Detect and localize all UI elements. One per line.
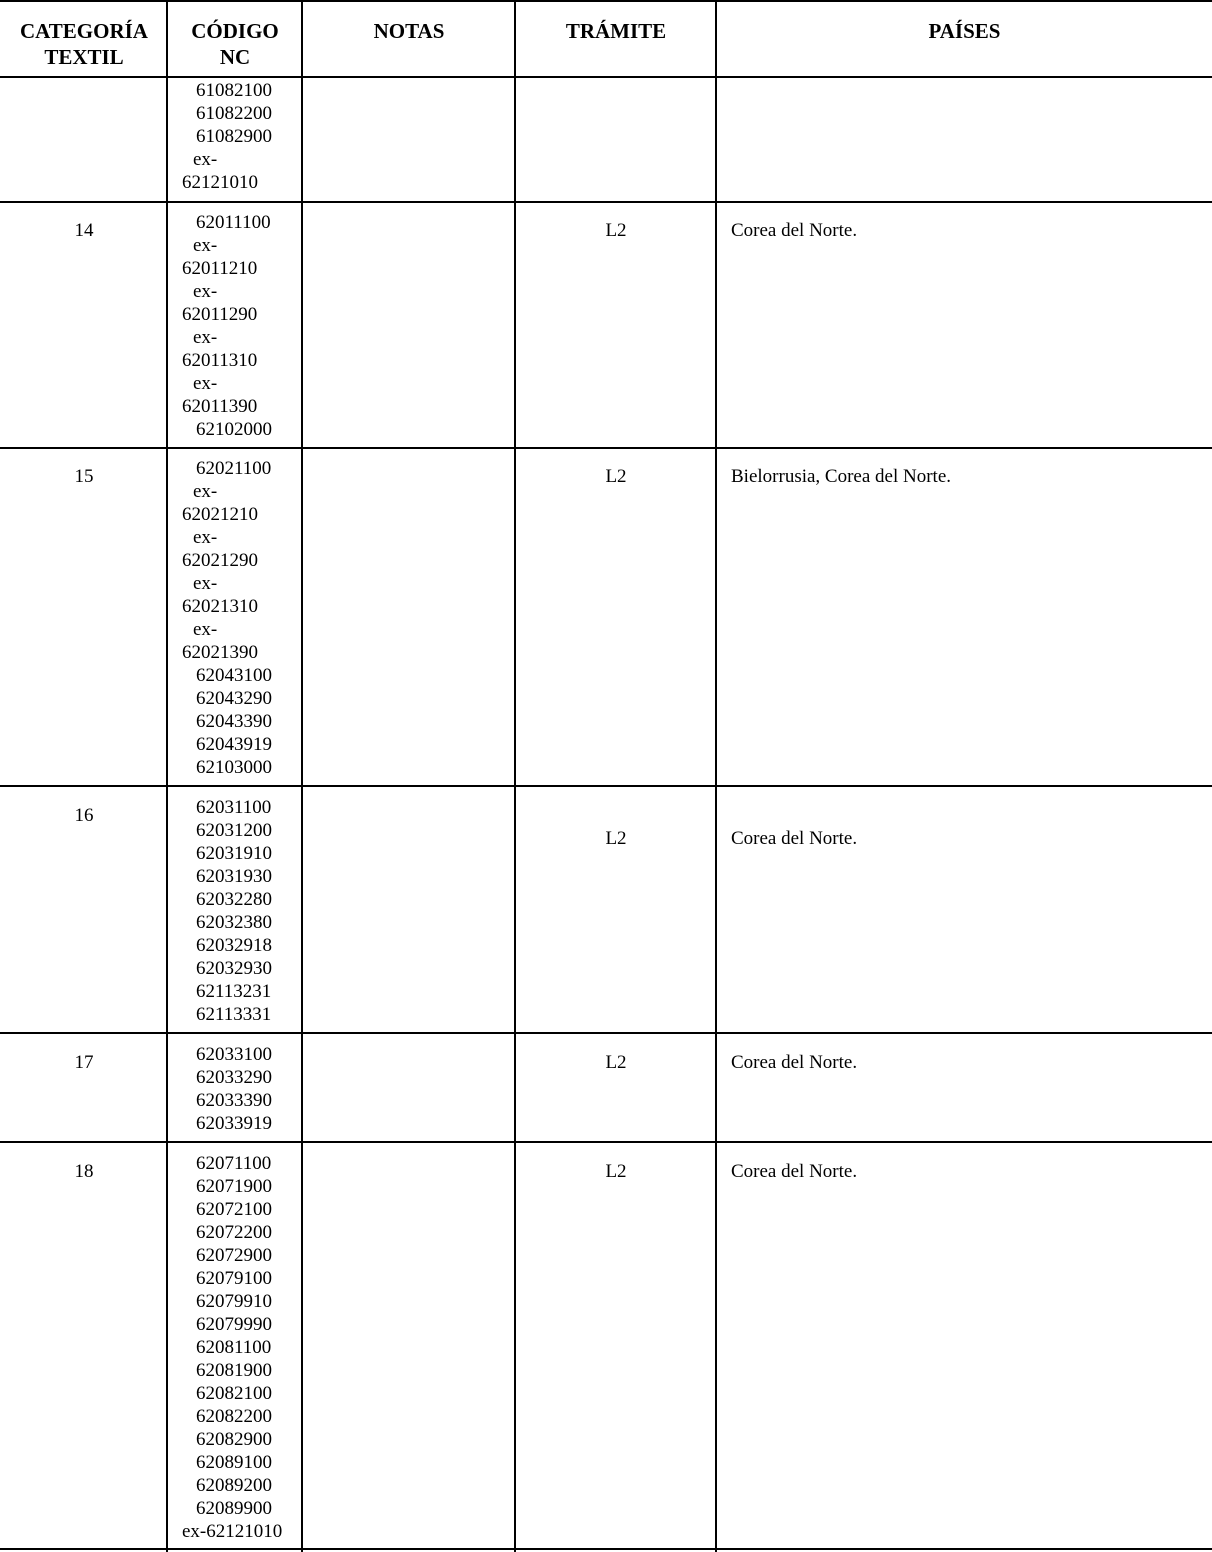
- category-cell: 18: [74, 1161, 94, 1182]
- code-cell: ex-: [193, 573, 218, 594]
- rule-row-1: [0, 201, 1212, 203]
- paises-cell: Corea del Norte.: [731, 1052, 858, 1073]
- code-cell: 62011310: [182, 350, 258, 371]
- rule-bottom: [0, 1548, 1212, 1550]
- code-cell: 62082200: [196, 1406, 272, 1427]
- code-cell: 62079910: [196, 1291, 272, 1312]
- code-cell: 62071100: [196, 1153, 272, 1174]
- code-cell: 62032930: [196, 958, 272, 979]
- code-cell: 62031930: [196, 866, 272, 887]
- code-cell: 62021310: [182, 596, 258, 617]
- header-paises: PAÍSES: [928, 19, 1001, 43]
- code-cell: 62089900: [196, 1498, 272, 1519]
- tramite-cell: L2: [605, 220, 627, 241]
- header-codigo-line1: CÓDIGO: [191, 19, 279, 43]
- code-cell: 62082900: [196, 1429, 272, 1450]
- tramite-cell: L2: [605, 466, 627, 487]
- rule-header-bottom: [0, 76, 1212, 78]
- rule-row-15: [0, 785, 1212, 787]
- code-cell: 62011290: [182, 304, 258, 325]
- tramite-cell: L2: [605, 1052, 627, 1073]
- code-cell: 62033100: [196, 1044, 272, 1065]
- code-cell: 62021100: [196, 458, 272, 479]
- code-cell: 62011100: [196, 212, 271, 233]
- code-cell: 62081900: [196, 1360, 272, 1381]
- tramite-cell: L2: [605, 828, 627, 849]
- code-cell: 62072100: [196, 1199, 272, 1220]
- code-cell: 62021210: [182, 504, 258, 525]
- rule-top: [0, 0, 1212, 2]
- header-categoria-line2: TEXTIL: [44, 45, 124, 69]
- code-cell: 62102000: [196, 419, 272, 440]
- code-cell: 62031200: [196, 820, 272, 841]
- code-cell: ex-: [193, 327, 218, 348]
- paises-cell: Bielorrusia, Corea del Norte.: [731, 466, 952, 487]
- rule-row-14: [0, 447, 1212, 449]
- code-cell: 62043390: [196, 711, 272, 732]
- paises-cell: Corea del Norte.: [731, 220, 858, 241]
- header-codigo-line2: NC: [219, 45, 251, 69]
- code-cell: 62033390: [196, 1090, 272, 1111]
- code-cell: 62043100: [196, 665, 272, 686]
- code-cell: 62103000: [196, 757, 272, 778]
- category-cell: 16: [74, 805, 94, 826]
- code-cell: 61082200: [196, 103, 272, 124]
- code-cell: 62031910: [196, 843, 272, 864]
- paises-cell: Corea del Norte.: [731, 828, 858, 849]
- code-cell: 62072900: [196, 1245, 272, 1266]
- category-cell: 17: [74, 1052, 94, 1073]
- paises-cell: Corea del Norte.: [731, 1161, 858, 1182]
- header-categoria-line1: CATEGORÍA: [20, 19, 148, 43]
- code-cell: ex-: [193, 481, 218, 502]
- code-cell: 62079100: [196, 1268, 272, 1289]
- category-cell: 15: [74, 466, 94, 487]
- tramite-cell: L2: [605, 1161, 627, 1182]
- rule-row-16: [0, 1032, 1212, 1034]
- code-cell: 62021390: [182, 642, 258, 663]
- code-cell: 62121010: [182, 172, 258, 193]
- code-cell: ex-: [193, 281, 218, 302]
- code-cell: 62043290: [196, 688, 272, 709]
- code-cell: 62032280: [196, 889, 272, 910]
- header-categoria: [0, 18, 168, 70]
- code-cell: ex-: [193, 527, 218, 548]
- code-cell: 62021290: [182, 550, 258, 571]
- code-cell: 62113231: [196, 981, 272, 1002]
- code-cell: 62089100: [196, 1452, 272, 1473]
- header-notas: NOTAS: [373, 19, 445, 43]
- code-cell: 62082100: [196, 1383, 272, 1404]
- code-cell: 62011210: [182, 258, 258, 279]
- header-codigo: [168, 18, 302, 70]
- code-cell: 62031100: [196, 797, 272, 818]
- code-cell: 62011390: [182, 396, 258, 417]
- code-cell: 62043919: [196, 734, 272, 755]
- code-cell: ex-: [193, 619, 218, 640]
- code-cell: ex-: [193, 373, 218, 394]
- code-cell: 62032380: [196, 912, 272, 933]
- code-cell: 62033919: [196, 1113, 272, 1134]
- code-cell: 62089200: [196, 1475, 272, 1496]
- code-cell: 62033290: [196, 1067, 272, 1088]
- rule-row-17: [0, 1141, 1212, 1143]
- code-cell: ex-62121010: [182, 1521, 283, 1542]
- code-cell: 62032918: [196, 935, 272, 956]
- code-cell: 62113331: [196, 1004, 272, 1025]
- code-cell: 62072200: [196, 1222, 272, 1243]
- code-cell: ex-: [193, 235, 218, 256]
- code-cell: 62079990: [196, 1314, 272, 1335]
- code-cell: ex-: [193, 149, 218, 170]
- code-cell: 62081100: [196, 1337, 272, 1358]
- code-cell: 61082100: [196, 80, 272, 101]
- category-cell: 14: [74, 220, 94, 241]
- header-tramite: TRÁMITE: [565, 19, 667, 43]
- rule-col-2: [301, 0, 303, 1552]
- code-cell: 62071900: [196, 1176, 272, 1197]
- code-cell: 61082900: [196, 126, 272, 147]
